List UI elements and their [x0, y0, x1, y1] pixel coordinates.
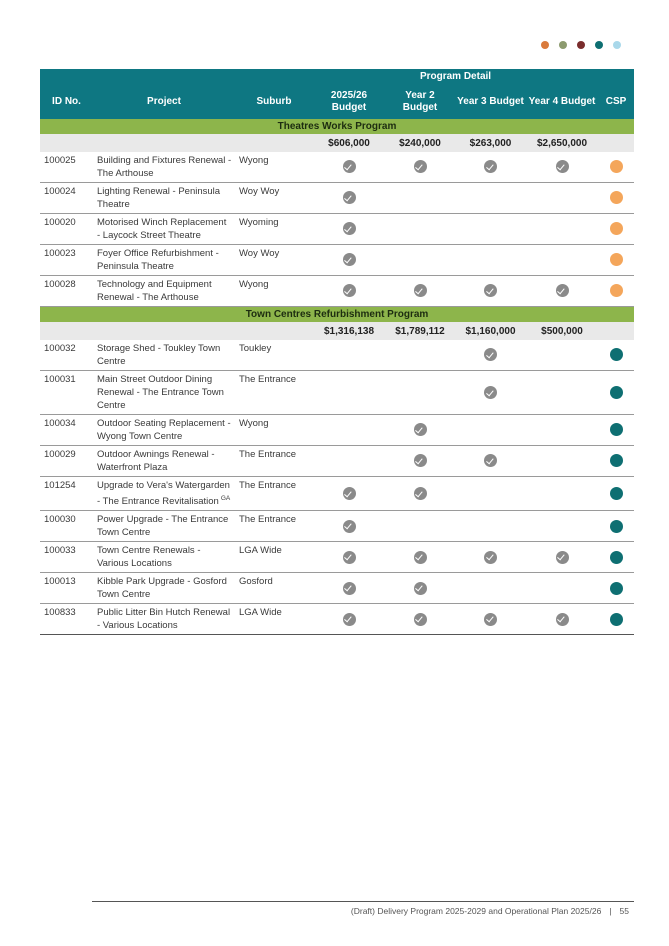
project-superscript: GA	[220, 495, 231, 502]
section-totals-row	[40, 134, 634, 152]
checkmark-icon	[556, 551, 569, 564]
project-suburb: Toukley	[235, 340, 313, 371]
csp-cell	[598, 604, 634, 635]
checkmark-icon	[484, 348, 497, 361]
section-total-year-2: $240,000	[385, 134, 455, 152]
page-number: 55	[619, 906, 629, 916]
csp-cell	[598, 183, 634, 214]
year-3-cell	[455, 245, 526, 276]
project-suburb: Wyong	[235, 276, 313, 307]
decorative-dot	[577, 41, 585, 49]
year-2-cell	[385, 214, 455, 245]
project-name: Power Upgrade - The Entrance Town Centre	[97, 514, 229, 539]
year-1-cell	[313, 573, 385, 604]
project-name-cell	[93, 542, 235, 573]
checkmark-icon	[414, 613, 427, 626]
year-1-cell	[313, 542, 385, 573]
year-4-cell	[526, 446, 598, 477]
checkmark-icon	[343, 520, 356, 533]
checkmark-icon	[343, 582, 356, 595]
year-2-cell	[385, 371, 455, 415]
decorative-dot	[613, 41, 621, 49]
decorative-dot	[595, 41, 603, 49]
year-4-cell	[526, 183, 598, 214]
csp-indicator-icon	[610, 454, 623, 467]
year-1-cell	[313, 371, 385, 415]
checkmark-icon	[484, 284, 497, 297]
year-1-cell	[313, 245, 385, 276]
col-header-year-2: Year 2 Budget	[385, 85, 455, 119]
csp-indicator-icon	[610, 222, 623, 235]
table-row	[40, 415, 634, 446]
checkmark-icon	[343, 284, 356, 297]
year-4-cell	[526, 573, 598, 604]
section-total-year-1: $606,000	[313, 134, 385, 152]
table-row	[40, 183, 634, 214]
year-3-cell	[455, 183, 526, 214]
csp-cell	[598, 245, 634, 276]
col-header-suburb: Suburb	[235, 85, 313, 119]
year-1-cell	[313, 152, 385, 183]
checkmark-icon	[556, 284, 569, 297]
project-name-cell	[93, 446, 235, 477]
table-row	[40, 245, 634, 276]
section-total-year-3: $263,000	[455, 134, 526, 152]
project-suburb: LGA Wide	[235, 604, 313, 635]
project-name: Upgrade to Vera's Watergarden - The Entrance Revitalisation	[97, 480, 230, 508]
section-header-row	[40, 119, 634, 134]
year-4-cell	[526, 340, 598, 371]
checkmark-icon	[343, 487, 356, 500]
csp-cell	[598, 415, 634, 446]
project-id: 100024	[40, 183, 93, 214]
table-row	[40, 214, 634, 245]
checkmark-icon	[343, 191, 356, 204]
csp-cell	[598, 340, 634, 371]
csp-cell	[598, 542, 634, 573]
csp-indicator-icon	[610, 613, 623, 626]
checkmark-icon	[556, 613, 569, 626]
table-row	[40, 152, 634, 183]
table-row	[40, 511, 634, 542]
csp-indicator-icon	[610, 551, 623, 564]
table-title-spacer-1	[40, 69, 93, 85]
project-suburb: Wyong	[235, 415, 313, 446]
year-1-cell	[313, 604, 385, 635]
year-3-cell	[455, 214, 526, 245]
project-id: 100028	[40, 276, 93, 307]
table-title-spacer-3	[235, 69, 313, 85]
year-4-cell	[526, 477, 598, 511]
year-3-cell	[455, 477, 526, 511]
project-name-cell	[93, 214, 235, 245]
project-id: 100031	[40, 371, 93, 415]
csp-indicator-icon	[610, 191, 623, 204]
totals-blank	[40, 134, 313, 152]
year-1-cell	[313, 214, 385, 245]
project-suburb: The Entrance	[235, 511, 313, 542]
project-id: 100034	[40, 415, 93, 446]
col-header-id: ID No.	[40, 85, 93, 119]
col-header-project: Project	[93, 85, 235, 119]
csp-cell	[598, 214, 634, 245]
year-2-cell	[385, 152, 455, 183]
project-name: Building and Fixtures Renewal - The Arthouse	[97, 155, 232, 179]
year-3-cell	[455, 604, 526, 635]
checkmark-icon	[414, 487, 427, 500]
csp-cell	[598, 152, 634, 183]
year-2-cell	[385, 511, 455, 542]
section-total-year-4: $500,000	[526, 322, 598, 340]
col-header-csp: CSP	[598, 85, 634, 119]
csp-indicator-icon	[610, 348, 623, 361]
year-3-cell	[455, 340, 526, 371]
project-name-cell	[93, 340, 235, 371]
year-4-cell	[526, 152, 598, 183]
checkmark-icon	[556, 160, 569, 173]
project-name-cell	[93, 573, 235, 604]
year-1-cell	[313, 183, 385, 214]
project-name-cell	[93, 371, 235, 415]
year-3-cell	[455, 542, 526, 573]
project-suburb: Wyong	[235, 152, 313, 183]
section-total-year-3: $1,160,000	[455, 322, 526, 340]
section-total-year-2: $1,789,112	[385, 322, 455, 340]
year-2-cell	[385, 415, 455, 446]
project-id: 100020	[40, 214, 93, 245]
year-3-cell	[455, 446, 526, 477]
project-suburb: LGA Wide	[235, 542, 313, 573]
checkmark-icon	[414, 284, 427, 297]
csp-indicator-icon	[610, 284, 623, 297]
project-id: 100833	[40, 604, 93, 635]
table-row	[40, 604, 634, 635]
csp-indicator-icon	[610, 582, 623, 595]
section-title: Theatres Works Program	[40, 119, 634, 134]
csp-indicator-icon	[610, 423, 623, 436]
table-title-spacer-2	[93, 69, 235, 85]
section-totals-row	[40, 322, 634, 340]
project-name: Kibble Park Upgrade - Gosford Town Centre	[97, 576, 227, 601]
checkmark-icon	[414, 454, 427, 467]
decorative-dot	[559, 41, 567, 49]
totals-blank-csp	[598, 134, 634, 152]
section-title: Town Centres Refurbishment Program	[40, 307, 634, 323]
project-suburb: Woy Woy	[235, 245, 313, 276]
project-id: 100023	[40, 245, 93, 276]
csp-cell	[598, 276, 634, 307]
table-row	[40, 371, 634, 415]
year-3-cell	[455, 371, 526, 415]
year-2-cell	[385, 276, 455, 307]
checkmark-icon	[414, 551, 427, 564]
project-id: 100033	[40, 542, 93, 573]
project-id: 100030	[40, 511, 93, 542]
page-footer	[351, 906, 629, 916]
checkmark-icon	[484, 386, 497, 399]
year-2-cell	[385, 340, 455, 371]
checkmark-icon	[343, 222, 356, 235]
table-title: Program Detail	[313, 69, 598, 85]
year-2-cell	[385, 604, 455, 635]
year-3-cell	[455, 573, 526, 604]
project-name-cell	[93, 245, 235, 276]
project-name: Town Centre Renewals - Various Locations	[97, 545, 201, 570]
year-1-cell	[313, 415, 385, 446]
checkmark-icon	[343, 613, 356, 626]
section-header-row	[40, 307, 634, 323]
table-row	[40, 340, 634, 371]
year-2-cell	[385, 183, 455, 214]
year-2-cell	[385, 446, 455, 477]
project-name: Motorised Winch Replacement - Laycock Street Theatre	[97, 217, 227, 241]
table-row	[40, 542, 634, 573]
totals-blank-csp	[598, 322, 634, 340]
year-1-cell	[313, 340, 385, 371]
project-name-cell	[93, 477, 235, 511]
checkmark-icon	[414, 582, 427, 595]
project-name: Foyer Office Refurbishment - Peninsula Theatre	[97, 248, 219, 272]
section-total-year-4: $2,650,000	[526, 134, 598, 152]
year-1-cell	[313, 446, 385, 477]
csp-indicator-icon	[610, 253, 623, 266]
program-detail-table	[40, 69, 634, 635]
project-name-cell	[93, 415, 235, 446]
project-name: Lighting Renewal - Peninsula Theatre	[97, 186, 221, 210]
table-row	[40, 276, 634, 307]
table-row	[40, 446, 634, 477]
year-1-cell	[313, 511, 385, 542]
csp-cell	[598, 477, 634, 511]
checkmark-icon	[414, 160, 427, 173]
project-suburb: The Entrance	[235, 371, 313, 415]
csp-cell	[598, 511, 634, 542]
table-row	[40, 573, 634, 604]
project-name: Public Litter Bin Hutch Renewal - Various Locations	[97, 607, 231, 632]
year-4-cell	[526, 415, 598, 446]
checkmark-icon	[343, 160, 356, 173]
project-suburb: The Entrance	[235, 477, 313, 511]
checkmark-icon	[414, 423, 427, 436]
project-id: 100025	[40, 152, 93, 183]
project-name-cell	[93, 183, 235, 214]
year-4-cell	[526, 245, 598, 276]
year-2-cell	[385, 542, 455, 573]
footer-title: (Draft) Delivery Program 2025-2029 and Operational Plan 2025/26	[350, 906, 602, 916]
year-3-cell	[455, 276, 526, 307]
year-3-cell	[455, 152, 526, 183]
csp-cell	[598, 573, 634, 604]
project-id: 101254	[40, 477, 93, 511]
checkmark-icon	[484, 613, 497, 626]
year-4-cell	[526, 542, 598, 573]
project-name-cell	[93, 604, 235, 635]
year-3-cell	[455, 415, 526, 446]
csp-cell	[598, 446, 634, 477]
checkmark-icon	[484, 551, 497, 564]
checkmark-icon	[343, 551, 356, 564]
project-id: 100013	[40, 573, 93, 604]
csp-indicator-icon	[610, 520, 623, 533]
decorative-dot	[541, 41, 549, 49]
project-name-cell	[93, 276, 235, 307]
year-4-cell	[526, 276, 598, 307]
year-3-cell	[455, 511, 526, 542]
year-4-cell	[526, 604, 598, 635]
col-header-year-3: Year 3 Budget	[455, 85, 526, 119]
checkmark-icon	[484, 160, 497, 173]
project-suburb: Gosford	[235, 573, 313, 604]
project-name: Outdoor Awnings Renewal - Waterfront Plaza	[97, 449, 215, 473]
csp-indicator-icon	[610, 487, 623, 500]
project-name: Main Street Outdoor Dining Renewal - The Entrance Town Centre	[97, 374, 224, 411]
project-name-cell	[93, 511, 235, 542]
footer-separator: |	[609, 906, 612, 916]
footer-rule	[92, 901, 634, 902]
project-name: Technology and Equipment Renewal - The Arthouse	[97, 279, 212, 303]
col-header-year-1: 2025/26 Budget	[313, 85, 385, 119]
project-name-cell	[93, 152, 235, 183]
year-1-cell	[313, 276, 385, 307]
year-1-cell	[313, 477, 385, 511]
year-2-cell	[385, 245, 455, 276]
project-id: 100032	[40, 340, 93, 371]
year-2-cell	[385, 573, 455, 604]
project-id: 100029	[40, 446, 93, 477]
csp-cell	[598, 371, 634, 415]
checkmark-icon	[343, 253, 356, 266]
project-name: Storage Shed - Toukley Town Centre	[97, 343, 221, 367]
checkmark-icon	[484, 454, 497, 467]
project-suburb: The Entrance	[235, 446, 313, 477]
project-suburb: Woy Woy	[235, 183, 313, 214]
project-suburb: Wyoming	[235, 214, 313, 245]
totals-blank	[40, 322, 313, 340]
decorative-dots	[541, 41, 621, 49]
col-header-year-4: Year 4 Budget	[526, 85, 598, 119]
project-name: Outdoor Seating Replacement - Wyong Town Centre	[97, 418, 231, 442]
year-4-cell	[526, 511, 598, 542]
section-total-year-1: $1,316,138	[313, 322, 385, 340]
year-2-cell	[385, 477, 455, 511]
table-row	[40, 477, 634, 511]
csp-indicator-icon	[610, 160, 623, 173]
year-4-cell	[526, 214, 598, 245]
year-4-cell	[526, 371, 598, 415]
table-title-spacer-4	[598, 69, 634, 85]
csp-indicator-icon	[610, 386, 623, 399]
